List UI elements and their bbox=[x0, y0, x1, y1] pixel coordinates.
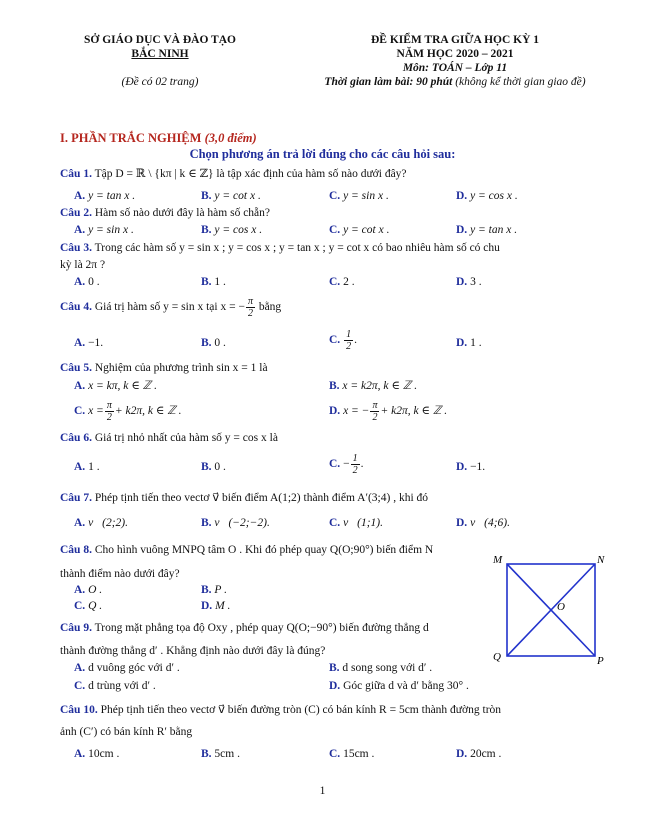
option-text: x = k2π, k ∈ ℤ . bbox=[342, 380, 418, 392]
option-label: B. bbox=[201, 337, 212, 349]
section-points: (3,0 điểm) bbox=[204, 131, 257, 145]
section-title bbox=[60, 131, 257, 146]
fraction bbox=[370, 400, 379, 423]
option bbox=[201, 190, 261, 202]
option-text: + k2π, k ∈ ℤ . bbox=[380, 405, 448, 418]
option bbox=[74, 378, 157, 392]
option-text: y = cos x . bbox=[470, 190, 518, 202]
option bbox=[201, 517, 270, 529]
question-5 bbox=[60, 362, 268, 374]
question-text: Cho hình vuông MNPQ tâm O . Khi đó phép quay Q(O;90°) biến điểm N bbox=[94, 544, 434, 556]
question-text: Giá trị hàm số y = sin x tại x = − bbox=[94, 301, 245, 314]
option-label: B. bbox=[201, 276, 212, 288]
exam-time-note: (không kể thời gian giao đề) bbox=[455, 76, 586, 88]
question-label: Câu 3. bbox=[60, 242, 92, 254]
option bbox=[456, 337, 482, 349]
option-prefix: x = − bbox=[343, 405, 370, 418]
option-label: D. bbox=[456, 748, 468, 760]
option bbox=[74, 517, 128, 529]
option-text: v⃗(2;2). bbox=[88, 517, 128, 529]
option-label: C. bbox=[329, 190, 341, 202]
option bbox=[201, 337, 226, 349]
question-text: Trong mặt phẳng tọa độ Oxy , phép quay Q(O;−90°) biến đường thẳng d bbox=[94, 622, 429, 634]
option bbox=[329, 400, 447, 423]
option-text: y = cot x . bbox=[343, 224, 390, 236]
question-text: Hàm số nào dưới đây là hàm số chẵn? bbox=[94, 207, 271, 219]
fraction-numerator: π bbox=[247, 296, 253, 307]
question-label: Câu 10. bbox=[60, 704, 98, 716]
option bbox=[201, 461, 226, 473]
question-text-cont: kỳ là 2π ? bbox=[60, 259, 106, 271]
question-7 bbox=[60, 490, 428, 504]
option bbox=[329, 329, 357, 352]
option bbox=[74, 662, 180, 674]
question-2 bbox=[60, 207, 270, 219]
question-text: Phép tịnh tiến theo vectơ v⃗ biến điểm A(1;2) thành điểm A′(3;4) , khi đó bbox=[94, 492, 429, 504]
option-label: A. bbox=[74, 276, 86, 288]
option bbox=[74, 190, 135, 202]
option bbox=[456, 190, 518, 202]
exam-title: ĐỀ KIỂM TRA GIỮA HỌC KỲ 1 bbox=[370, 34, 540, 46]
option bbox=[456, 517, 510, 529]
option-label: C. bbox=[329, 517, 341, 529]
option-label: B. bbox=[329, 380, 340, 392]
fraction-numerator: 1 bbox=[352, 453, 358, 464]
option-label: B. bbox=[329, 662, 340, 674]
option bbox=[456, 224, 517, 236]
fraction-numerator: π bbox=[106, 400, 112, 411]
header-org2: BẮC NINH bbox=[131, 48, 189, 60]
option-label: D. bbox=[456, 190, 468, 202]
option bbox=[329, 453, 363, 476]
option-text: 10cm . bbox=[88, 748, 120, 760]
question-text: Tập D = ℝ \ {kπ | k ∈ ℤ} là tập xác định của hàm số nào dưới đây? bbox=[94, 168, 407, 180]
option-label: A. bbox=[74, 461, 86, 473]
question-8 bbox=[60, 544, 433, 556]
option-text: M . bbox=[215, 600, 231, 612]
question-6 bbox=[60, 432, 278, 444]
label-m: M bbox=[493, 554, 503, 566]
option bbox=[201, 600, 230, 612]
option bbox=[329, 190, 389, 202]
fraction-denominator: 2 bbox=[372, 412, 378, 423]
exam-time bbox=[270, 76, 640, 88]
fraction bbox=[246, 296, 255, 319]
fraction bbox=[344, 329, 353, 352]
fraction-denominator: 2 bbox=[346, 341, 352, 352]
question-text: Nghiệm của phương trình sin x = 1 là bbox=[94, 362, 268, 374]
option-text: y = cot x . bbox=[214, 190, 261, 202]
option-text: Q . bbox=[88, 600, 103, 612]
option-text: 20cm . bbox=[470, 748, 502, 760]
option bbox=[329, 378, 417, 392]
option-label: C. bbox=[74, 405, 86, 418]
option-text: 15cm . bbox=[343, 748, 375, 760]
option bbox=[456, 276, 482, 288]
option-text: . bbox=[354, 334, 357, 347]
option-text: −1. bbox=[88, 337, 104, 349]
option-prefix: x = bbox=[88, 405, 104, 418]
option-label: C. bbox=[74, 600, 86, 612]
option-text: y = sin x . bbox=[343, 190, 389, 202]
option-text: d vuông góc với d′ . bbox=[88, 662, 180, 674]
option-text: y = cos x . bbox=[214, 224, 263, 236]
option bbox=[456, 461, 485, 473]
section-title-text: I. PHẦN TRẮC NGHIỆM bbox=[60, 131, 202, 145]
fraction bbox=[105, 400, 114, 423]
option-label: D. bbox=[456, 337, 468, 349]
header-org1: SỞ GIÁO DỤC VÀ ĐÀO TẠO bbox=[84, 34, 236, 46]
fraction-denominator: 2 bbox=[352, 465, 358, 476]
option-prefix: − bbox=[343, 458, 350, 471]
option-text: P . bbox=[214, 584, 227, 596]
option-label: C. bbox=[74, 680, 86, 692]
option-label: A. bbox=[74, 380, 86, 392]
option bbox=[329, 748, 374, 760]
square-figure bbox=[485, 550, 615, 670]
option-text: 1 . bbox=[470, 337, 482, 349]
question-text-cont: ảnh (C′) có bán kính R′ bằng bbox=[60, 726, 193, 738]
question-label: Câu 7. bbox=[60, 492, 92, 504]
question-4 bbox=[60, 296, 281, 319]
fraction-denominator: 2 bbox=[106, 412, 112, 423]
option-label: C. bbox=[329, 458, 341, 471]
option bbox=[74, 680, 156, 692]
option-text: 1 . bbox=[88, 461, 100, 473]
option-text: 0 . bbox=[214, 461, 226, 473]
option bbox=[74, 337, 103, 349]
option-text: v⃗(−2;−2). bbox=[214, 517, 270, 529]
option bbox=[74, 584, 102, 596]
fraction-numerator: π bbox=[372, 400, 378, 411]
option-label: D. bbox=[456, 461, 468, 473]
option-text: O . bbox=[88, 584, 103, 596]
option-label: C. bbox=[329, 748, 341, 760]
question-10 bbox=[60, 702, 501, 716]
option-text: x = kπ, k ∈ ℤ . bbox=[88, 380, 157, 392]
option-text: 1 . bbox=[214, 276, 226, 288]
question-text-cont: thành điểm nào dưới đây? bbox=[60, 568, 180, 580]
option bbox=[329, 224, 389, 236]
label-o: O bbox=[557, 601, 565, 613]
option-text: . bbox=[360, 458, 364, 471]
label-p: P bbox=[597, 655, 604, 667]
option-label: A. bbox=[74, 584, 86, 596]
option-text: d trùng với d′ . bbox=[88, 680, 156, 692]
option-text: 0 . bbox=[214, 337, 226, 349]
option-label: A. bbox=[74, 224, 86, 236]
option bbox=[329, 680, 469, 692]
option-text: + k2π, k ∈ ℤ . bbox=[114, 405, 182, 418]
option bbox=[74, 400, 182, 423]
exam-time-bold: Thời gian làm bài: 90 phút bbox=[324, 76, 453, 88]
option-text: Góc giữa d và d′ bằng 30° . bbox=[343, 680, 469, 692]
option bbox=[201, 276, 226, 288]
option-text: y = sin x . bbox=[88, 224, 134, 236]
question-label: Câu 5. bbox=[60, 362, 92, 374]
question-text: Giá trị nhỏ nhất của hàm số y = cos x là bbox=[94, 432, 278, 444]
option-label: B. bbox=[201, 584, 212, 596]
exam-year: NĂM HỌC 2020 – 2021 bbox=[396, 48, 514, 60]
question-label: Câu 1. bbox=[60, 168, 92, 180]
option-label: D. bbox=[456, 517, 468, 529]
option-label: D. bbox=[456, 224, 468, 236]
label-q: Q bbox=[493, 651, 501, 663]
option bbox=[329, 276, 355, 288]
question-label: Câu 9. bbox=[60, 622, 92, 634]
option-text: 0 . bbox=[88, 276, 100, 288]
option-label: B. bbox=[201, 748, 212, 760]
option-text: −1. bbox=[470, 461, 486, 473]
question-label: Câu 8. bbox=[60, 544, 92, 556]
option-text: y = tan x . bbox=[88, 190, 136, 202]
question-text: Trong các hàm số y = sin x ; y = cos x ; y = tan x ; y = cot x có bao nhiêu hàm số có chu bbox=[94, 242, 500, 254]
option-label: D. bbox=[329, 680, 341, 692]
option-text: 5cm . bbox=[214, 748, 240, 760]
option-label: C. bbox=[329, 224, 341, 236]
question-text-end: bằng bbox=[258, 301, 282, 314]
option-text: 3 . bbox=[470, 276, 482, 288]
option-text: v⃗(1;1). bbox=[343, 517, 383, 529]
option-label: A. bbox=[74, 517, 86, 529]
option bbox=[74, 276, 100, 288]
label-n: N bbox=[597, 554, 605, 566]
option-text: v⃗(4;6). bbox=[470, 517, 510, 529]
section-instruction: Chọn phương án trả lời đúng cho các câu hỏi sau: bbox=[189, 147, 456, 161]
option-label: C. bbox=[329, 334, 341, 347]
question-text-cont: thành đường thẳng d′ . Khẳng định nào dưới đây là đúng? bbox=[60, 645, 326, 657]
option bbox=[456, 748, 501, 760]
option bbox=[201, 748, 240, 760]
option bbox=[329, 517, 383, 529]
option-label: A. bbox=[74, 748, 86, 760]
option-label: C. bbox=[329, 276, 341, 288]
option-label: A. bbox=[74, 337, 86, 349]
option-label: B. bbox=[201, 517, 212, 529]
option-label: A. bbox=[74, 190, 86, 202]
question-label: Câu 2. bbox=[60, 207, 92, 219]
fraction-denominator: 2 bbox=[247, 308, 253, 319]
question-9 bbox=[60, 622, 429, 634]
option-text: d song song với d′ . bbox=[342, 662, 433, 674]
option bbox=[74, 224, 134, 236]
option-label: A. bbox=[74, 662, 86, 674]
option-label: B. bbox=[201, 224, 212, 236]
option-text: y = tan x . bbox=[470, 224, 518, 236]
option bbox=[201, 584, 227, 596]
question-1 bbox=[60, 166, 407, 180]
exam-subject: Môn: TOÁN – Lớp 11 bbox=[402, 62, 508, 74]
option bbox=[74, 748, 119, 760]
option bbox=[74, 461, 100, 473]
question-label: Câu 6. bbox=[60, 432, 92, 444]
fraction-numerator: 1 bbox=[346, 329, 352, 340]
option bbox=[201, 224, 262, 236]
option-label: D. bbox=[456, 276, 468, 288]
option bbox=[329, 662, 432, 674]
question-label: Câu 4. bbox=[60, 301, 92, 314]
question-text: Phép tịnh tiến theo vectơ v⃗ biến đường tròn (C) có bán kính R = 5cm thành đường tròn bbox=[100, 704, 502, 716]
option-label: D. bbox=[329, 405, 341, 418]
option-label: B. bbox=[201, 461, 212, 473]
header-pages-note: (Đề có 02 trang) bbox=[121, 76, 199, 88]
option-label: D. bbox=[201, 600, 213, 612]
option-label: B. bbox=[201, 190, 212, 202]
option-text: 2 . bbox=[343, 276, 355, 288]
page-number: 1 bbox=[319, 785, 326, 797]
question-3 bbox=[60, 242, 500, 254]
fraction bbox=[351, 453, 360, 476]
option bbox=[74, 600, 102, 612]
